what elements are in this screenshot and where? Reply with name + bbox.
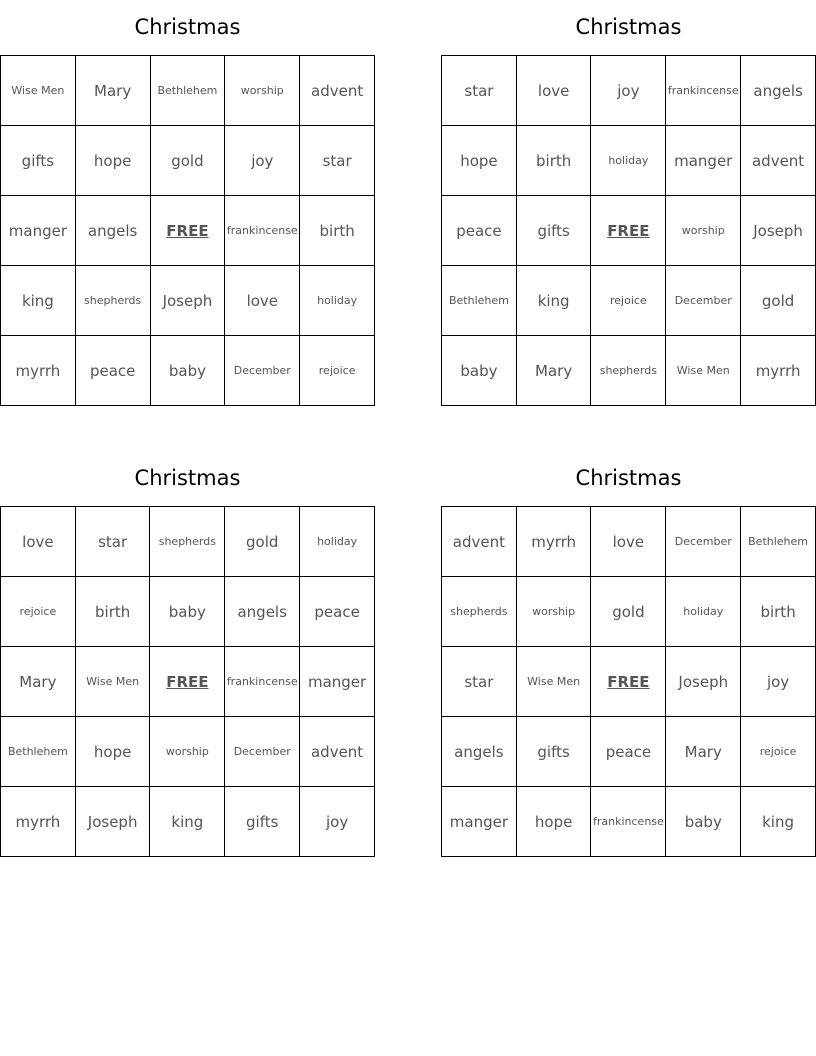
bingo-cell: holiday bbox=[591, 126, 666, 196]
grid-row bbox=[1, 577, 375, 647]
grid-row bbox=[1, 647, 375, 717]
bingo-cell: Mary bbox=[516, 336, 591, 406]
bingo-cell: king bbox=[1, 266, 76, 336]
bingo-cell: angels bbox=[741, 56, 816, 126]
bingo-grid bbox=[441, 506, 816, 857]
bingo-cell: worship bbox=[150, 717, 225, 787]
bingo-cell: holiday bbox=[300, 507, 375, 577]
bingo-cell: advent bbox=[442, 507, 517, 577]
bingo-cell: peace bbox=[442, 196, 517, 266]
bingo-cell: birth bbox=[300, 196, 375, 266]
bingo-cell: frankincense bbox=[591, 787, 666, 857]
bingo-cell: joy bbox=[225, 126, 300, 196]
free-space-cell: FREE bbox=[591, 196, 666, 266]
free-space-cell: FREE bbox=[150, 196, 225, 266]
bingo-cell: birth bbox=[75, 577, 150, 647]
grid-row bbox=[442, 126, 816, 196]
bingo-cell: Wise Men bbox=[1, 56, 76, 126]
bingo-cell: myrrh bbox=[516, 507, 591, 577]
bingo-cell: manger bbox=[300, 647, 375, 717]
bingo-cell: Mary bbox=[75, 56, 150, 126]
bingo-cell: peace bbox=[591, 717, 666, 787]
bingo-cell: shepherds bbox=[591, 336, 666, 406]
grid-row bbox=[442, 647, 816, 717]
bingo-cell: baby bbox=[150, 577, 225, 647]
bingo-cell: peace bbox=[300, 577, 375, 647]
bingo-cell: worship bbox=[225, 56, 300, 126]
bingo-cell: rejoice bbox=[300, 336, 375, 406]
grid-row bbox=[442, 577, 816, 647]
bingo-cell: manger bbox=[666, 126, 741, 196]
bingo-cell: frankincense bbox=[666, 56, 741, 126]
grid-row bbox=[1, 56, 375, 126]
grid-row bbox=[442, 507, 816, 577]
bingo-cell: star bbox=[442, 56, 517, 126]
bingo-cell: myrrh bbox=[741, 336, 816, 406]
bingo-cell: angels bbox=[225, 577, 300, 647]
bingo-cell: worship bbox=[516, 577, 591, 647]
grid-row bbox=[442, 196, 816, 266]
bingo-cell: gold bbox=[225, 507, 300, 577]
bingo-cell: gifts bbox=[225, 787, 300, 857]
grid-row bbox=[1, 126, 375, 196]
bingo-cell: frankincense bbox=[225, 196, 300, 266]
bingo-cell: December bbox=[666, 266, 741, 336]
bingo-cell: love bbox=[225, 266, 300, 336]
grid-row bbox=[442, 717, 816, 787]
bingo-cell: Bethlehem bbox=[741, 507, 816, 577]
bingo-cell: angels bbox=[442, 717, 517, 787]
bingo-cell: manger bbox=[1, 196, 76, 266]
bingo-cell: worship bbox=[666, 196, 741, 266]
bingo-cell: advent bbox=[741, 126, 816, 196]
bingo-cell: hope bbox=[516, 787, 591, 857]
bingo-cell: Joseph bbox=[741, 196, 816, 266]
grid-row bbox=[442, 787, 816, 857]
bingo-cell: joy bbox=[591, 56, 666, 126]
free-space-cell: FREE bbox=[150, 647, 225, 717]
bingo-cell: gold bbox=[741, 266, 816, 336]
bingo-cell: Wise Men bbox=[75, 647, 150, 717]
grid-row bbox=[442, 336, 816, 406]
bingo-cell: Joseph bbox=[75, 787, 150, 857]
bingo-cell: myrrh bbox=[1, 787, 76, 857]
bingo-cell: shepherds bbox=[442, 577, 517, 647]
bingo-cell: December bbox=[225, 336, 300, 406]
bingo-cell: star bbox=[300, 126, 375, 196]
bingo-cell: joy bbox=[741, 647, 816, 717]
grid-row bbox=[442, 266, 816, 336]
bingo-cell: December bbox=[666, 507, 741, 577]
bingo-cell: Joseph bbox=[150, 266, 225, 336]
bingo-cell: birth bbox=[516, 126, 591, 196]
bingo-grid bbox=[0, 55, 375, 406]
card-title: Christmas bbox=[134, 466, 241, 490]
bingo-cell: gold bbox=[150, 126, 225, 196]
bingo-cell: love bbox=[591, 507, 666, 577]
bingo-cell: myrrh bbox=[1, 336, 76, 406]
bingo-cell: shepherds bbox=[75, 266, 150, 336]
bingo-cell: Joseph bbox=[666, 647, 741, 717]
bingo-cell: rejoice bbox=[591, 266, 666, 336]
card-title: Christmas bbox=[575, 15, 682, 39]
bingo-cell: Wise Men bbox=[516, 647, 591, 717]
card-title: Christmas bbox=[575, 466, 682, 490]
bingo-cell: birth bbox=[741, 577, 816, 647]
bingo-cell: gifts bbox=[516, 717, 591, 787]
grid-row bbox=[1, 507, 375, 577]
bingo-cell: star bbox=[75, 507, 150, 577]
bingo-cell: star bbox=[442, 647, 517, 717]
bingo-cell: king bbox=[516, 266, 591, 336]
bingo-cell: Bethlehem bbox=[442, 266, 517, 336]
grid-row bbox=[1, 717, 375, 787]
bingo-cell: shepherds bbox=[150, 507, 225, 577]
bingo-cell: Wise Men bbox=[666, 336, 741, 406]
bingo-cell: love bbox=[1, 507, 76, 577]
bingo-cell: love bbox=[516, 56, 591, 126]
bingo-cell: advent bbox=[300, 717, 375, 787]
bingo-cell: rejoice bbox=[1, 577, 76, 647]
bingo-cell: hope bbox=[75, 717, 150, 787]
grid-row bbox=[1, 266, 375, 336]
bingo-grid bbox=[0, 506, 375, 857]
bingo-cell: manger bbox=[442, 787, 517, 857]
bingo-cell: peace bbox=[75, 336, 150, 406]
bingo-cell: joy bbox=[300, 787, 375, 857]
grid-row bbox=[1, 196, 375, 266]
bingo-cell: hope bbox=[75, 126, 150, 196]
bingo-cell: advent bbox=[300, 56, 375, 126]
bingo-cell: baby bbox=[442, 336, 517, 406]
bingo-cell: holiday bbox=[666, 577, 741, 647]
grid-row bbox=[1, 336, 375, 406]
free-space-cell: FREE bbox=[591, 647, 666, 717]
bingo-cell: December bbox=[225, 717, 300, 787]
bingo-cell: baby bbox=[150, 336, 225, 406]
grid-row bbox=[1, 787, 375, 857]
bingo-cell: king bbox=[741, 787, 816, 857]
bingo-cell: baby bbox=[666, 787, 741, 857]
bingo-cell: holiday bbox=[300, 266, 375, 336]
bingo-cell: king bbox=[150, 787, 225, 857]
bingo-cell: frankincense bbox=[225, 647, 300, 717]
bingo-cell: Mary bbox=[666, 717, 741, 787]
bingo-grid bbox=[441, 55, 816, 406]
bingo-cell: gold bbox=[591, 577, 666, 647]
bingo-cell: gifts bbox=[1, 126, 76, 196]
card-title: Christmas bbox=[134, 15, 241, 39]
bingo-cell: Bethlehem bbox=[1, 717, 76, 787]
bingo-cell: Bethlehem bbox=[150, 56, 225, 126]
grid-row bbox=[442, 56, 816, 126]
bingo-cell: rejoice bbox=[741, 717, 816, 787]
bingo-cell: Mary bbox=[1, 647, 76, 717]
bingo-cell: angels bbox=[75, 196, 150, 266]
bingo-cell: gifts bbox=[516, 196, 591, 266]
bingo-cell: hope bbox=[442, 126, 517, 196]
